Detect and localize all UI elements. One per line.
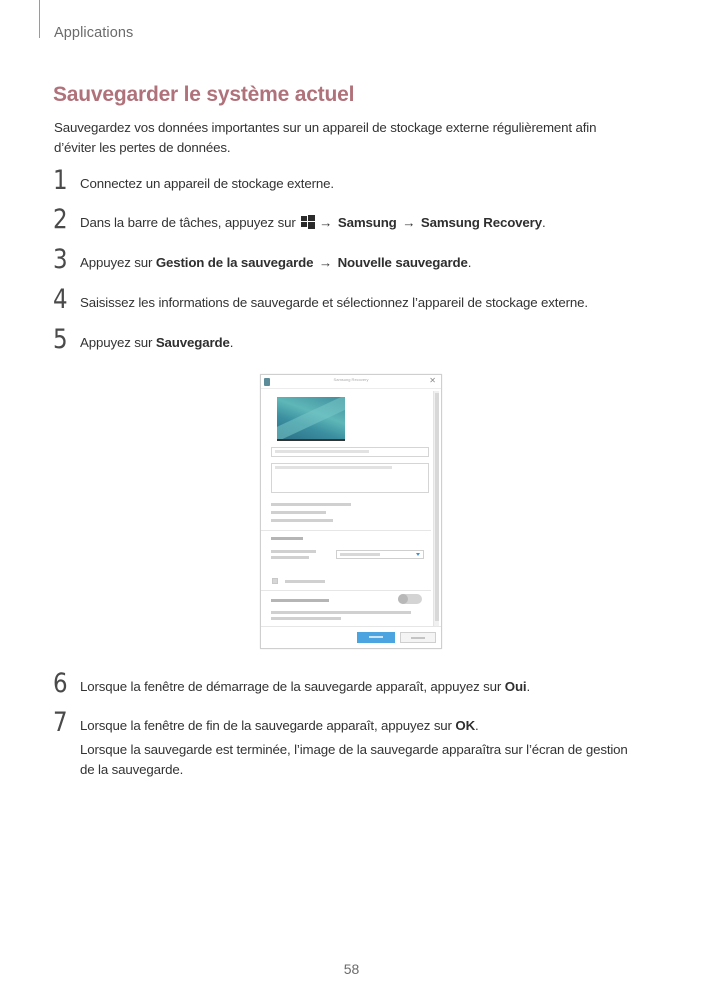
select-drive-heading	[271, 537, 303, 540]
step-number: 7	[53, 707, 68, 738]
samsung-recovery-dialog-screenshot	[260, 374, 442, 649]
page-title: Sauvegarder le système actuel	[53, 83, 355, 106]
close-icon: ✕	[429, 376, 436, 385]
checkbox	[272, 578, 278, 584]
dialog-titlebar	[261, 375, 441, 389]
button-ref-yes: Oui	[504, 679, 527, 694]
windows-start-icon	[301, 215, 315, 229]
drive-select	[336, 550, 424, 559]
button-ref-ok: OK	[455, 718, 476, 733]
diagnostics-heading	[271, 599, 329, 602]
step-number: 6	[53, 668, 68, 699]
step-text: Connectez un appareil de stockage externe.	[80, 176, 334, 191]
step-text: Lorsque la fenêtre de fin de la sauvegarde apparaît, appuyez sur OK.	[80, 718, 479, 733]
diagnostics-toggle	[398, 594, 422, 604]
step-text: Saisissez les informations de sauvegarde et sélectionnez l’appareil de stockage externe.	[80, 295, 588, 310]
diagnostics-description	[271, 611, 411, 614]
select-drive-label	[271, 550, 316, 553]
margin-rule	[39, 0, 40, 38]
step-number: 5	[53, 324, 68, 355]
step-number: 2	[53, 204, 68, 235]
step-text: Appuyez sur Gestion de la sauvegarde → Nouvelle sauvegarde.	[80, 255, 472, 270]
step-text-prefix: Dans la barre de tâches, appuyez sur	[80, 215, 296, 230]
backup-name-field	[271, 447, 429, 457]
section-label: Applications	[54, 25, 134, 41]
dialog-title: Samsung Recovery	[333, 377, 369, 382]
button-ref-backup: Sauvegarde	[155, 335, 230, 350]
menu-path-samsung-recovery: Samsung Recovery	[420, 215, 542, 230]
cancel-button	[400, 632, 436, 643]
arrow-icon: →	[319, 215, 333, 230]
backup-comment-field	[271, 463, 429, 493]
chevron-down-icon	[416, 553, 420, 556]
used-space-info	[271, 511, 326, 514]
step-text: Dans la barre de tâches, appuyez sur → Samsung → Samsung Recovery.	[80, 215, 546, 230]
step-note: Lorsque la sauvegarde est terminée, l’image de la sauvegarde apparaîtra sur l’écran de gestion de la sauvegarde.	[80, 742, 628, 777]
menu-path-backup-management: Gestion de la sauvegarde	[155, 255, 314, 270]
backup-image-thumbnail	[277, 397, 345, 441]
backup-date-info	[271, 503, 351, 506]
step-text: Appuyez sur Sauvegarde.	[80, 335, 234, 350]
intro-paragraph	[54, 118, 654, 158]
step-number: 3	[53, 244, 68, 275]
scrollbar	[433, 391, 439, 629]
menu-path-new-backup: Nouvelle sauvegarde	[337, 255, 468, 270]
intro-line-2: d’éviter les pertes de données.	[54, 140, 231, 155]
backup-button	[357, 632, 395, 643]
dialog-body	[261, 390, 431, 626]
page-number: 58	[343, 961, 360, 977]
drive-capacity-info	[271, 519, 333, 522]
step-number: 4	[53, 284, 68, 315]
arrow-icon: →	[402, 215, 416, 230]
step-text: Lorsque la fenêtre de démarrage de la sauvegarde apparaît, appuyez sur Oui.	[80, 679, 531, 694]
step-number: 1	[53, 165, 68, 196]
dialog-footer	[261, 626, 441, 648]
arrow-icon: →	[318, 255, 333, 270]
intro-line-1: Sauvegardez vos données importantes sur un appareil de stockage externe régulièrement afin	[54, 120, 597, 135]
menu-path-samsung: Samsung	[337, 215, 397, 230]
